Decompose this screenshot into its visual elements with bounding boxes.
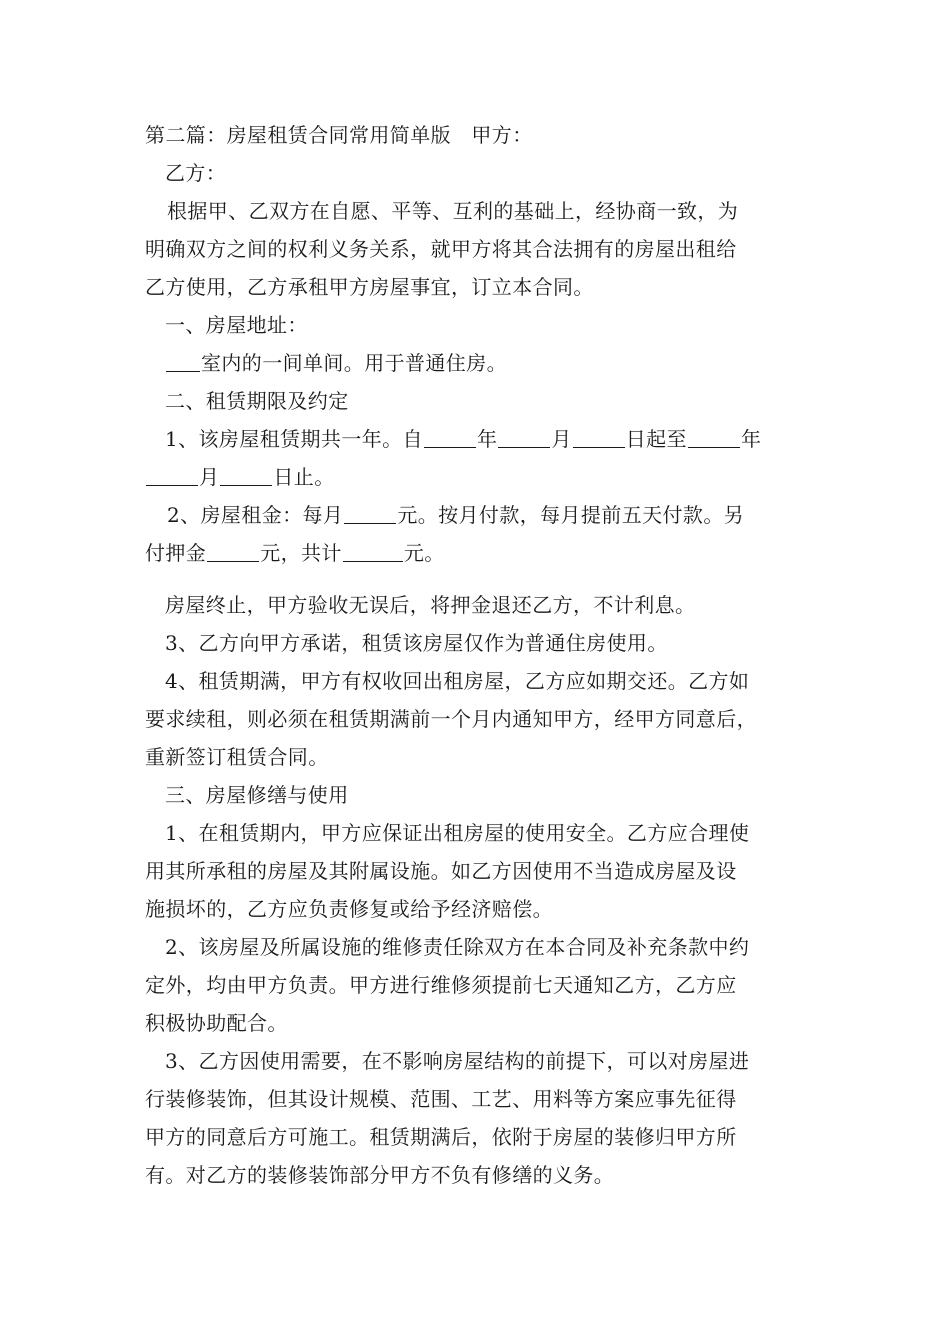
deposit-blank bbox=[207, 541, 259, 562]
start-month-blank bbox=[498, 427, 550, 448]
address-blank bbox=[166, 351, 200, 372]
monthly-rent-blank bbox=[344, 503, 396, 524]
section3-item2-line-1: 2、该房屋及所属设施的维修责任除双方在本合同及补充条款中约 bbox=[165, 935, 750, 959]
term-line-2: 月 日止。 bbox=[145, 458, 825, 496]
section2-item4-line-2: 要求续租，则必须在租赁期满前一个月内通知甲方，经甲方同意后， bbox=[145, 707, 757, 731]
rent-line-2: 付押金 元，共计 元。 bbox=[145, 541, 445, 565]
end-month-blank bbox=[146, 465, 198, 486]
section3-item1-line-3: 施损坏的，乙方应负责修复或给予经济赔偿。 bbox=[145, 897, 553, 921]
section3-item1-line-1: 1、在租赁期内，甲方应保证出租房屋的使用安全。乙方应合理使 bbox=[165, 821, 750, 845]
end-day-blank bbox=[220, 465, 272, 486]
section3-item3-line-1: 3、乙方因使用需要，在不影响房屋结构的前提下，可以对房屋进 bbox=[165, 1049, 750, 1073]
section1-title: 一、房屋地址： bbox=[165, 313, 308, 337]
intro-line-1: 根据甲、乙双方在自愿、平等、互利的基础上，经协商一致，为 bbox=[167, 199, 739, 223]
intro-line-3: 乙方使用，乙方承租甲方房屋事宜，订立本合同。 bbox=[145, 275, 594, 299]
section3-item3-line-4: 有。对乙方的装修装饰部分甲方不负有修缮的义务。 bbox=[145, 1163, 615, 1187]
section3-title: 三、房屋修缮与使用 bbox=[165, 783, 349, 807]
term-line-1: 1、该房屋租赁期共一年。自 年 月 日起至 年 bbox=[165, 427, 762, 451]
section3-item2-line-2: 定外，均由甲方负责。甲方进行维修须提前七天通知乙方，乙方应 bbox=[145, 973, 737, 997]
section2-item4-line-3: 重新签订租赁合同。 bbox=[145, 745, 329, 769]
start-day-blank bbox=[573, 427, 625, 448]
rent-line-1: 2、房屋租金：每月 元。按月付款，每月提前五天付款。另 bbox=[167, 503, 745, 527]
section3-item3-line-2: 行装修装饰，但其设计规模、范围、工艺、用料等方案应事先征得 bbox=[145, 1087, 737, 1111]
section2-item4-line-1: 4、租赁期满，甲方有权收回出租房屋，乙方应如期交还。乙方如 bbox=[165, 669, 750, 693]
section3-item3-line-3: 甲方的同意后方可施工。租赁期满后，依附于房屋的装修归甲方所 bbox=[145, 1125, 737, 1149]
party-b-line: 乙方： bbox=[165, 161, 227, 185]
section2-title: 二、租赁期限及约定 bbox=[165, 389, 349, 413]
section1-address: 室内的一间单间。用于普通住房。 bbox=[145, 344, 825, 382]
total-blank bbox=[343, 541, 403, 562]
section2-item3: 3、乙方向甲方承诺，租赁该房屋仅作为普通住房使用。 bbox=[165, 631, 668, 655]
section3-item2-line-3: 积极协助配合。 bbox=[145, 1011, 288, 1035]
end-year-blank bbox=[688, 427, 740, 448]
section3-item1-line-2: 用其所承租的房屋及其附属设施。如乙方因使用不当造成房屋及设 bbox=[145, 859, 737, 883]
document-heading: 第二篇：房屋租赁合同常用简单版 甲方： bbox=[145, 123, 533, 147]
intro-line-2: 明确双方之间的权利义务关系，就甲方将其合法拥有的房屋出租给 bbox=[145, 237, 737, 261]
deposit-return-line: 房屋终止，甲方验收无误后，将押金退还乙方，不计利息。 bbox=[165, 593, 696, 617]
start-year-blank bbox=[424, 427, 476, 448]
contract-body bbox=[145, 116, 825, 1194]
